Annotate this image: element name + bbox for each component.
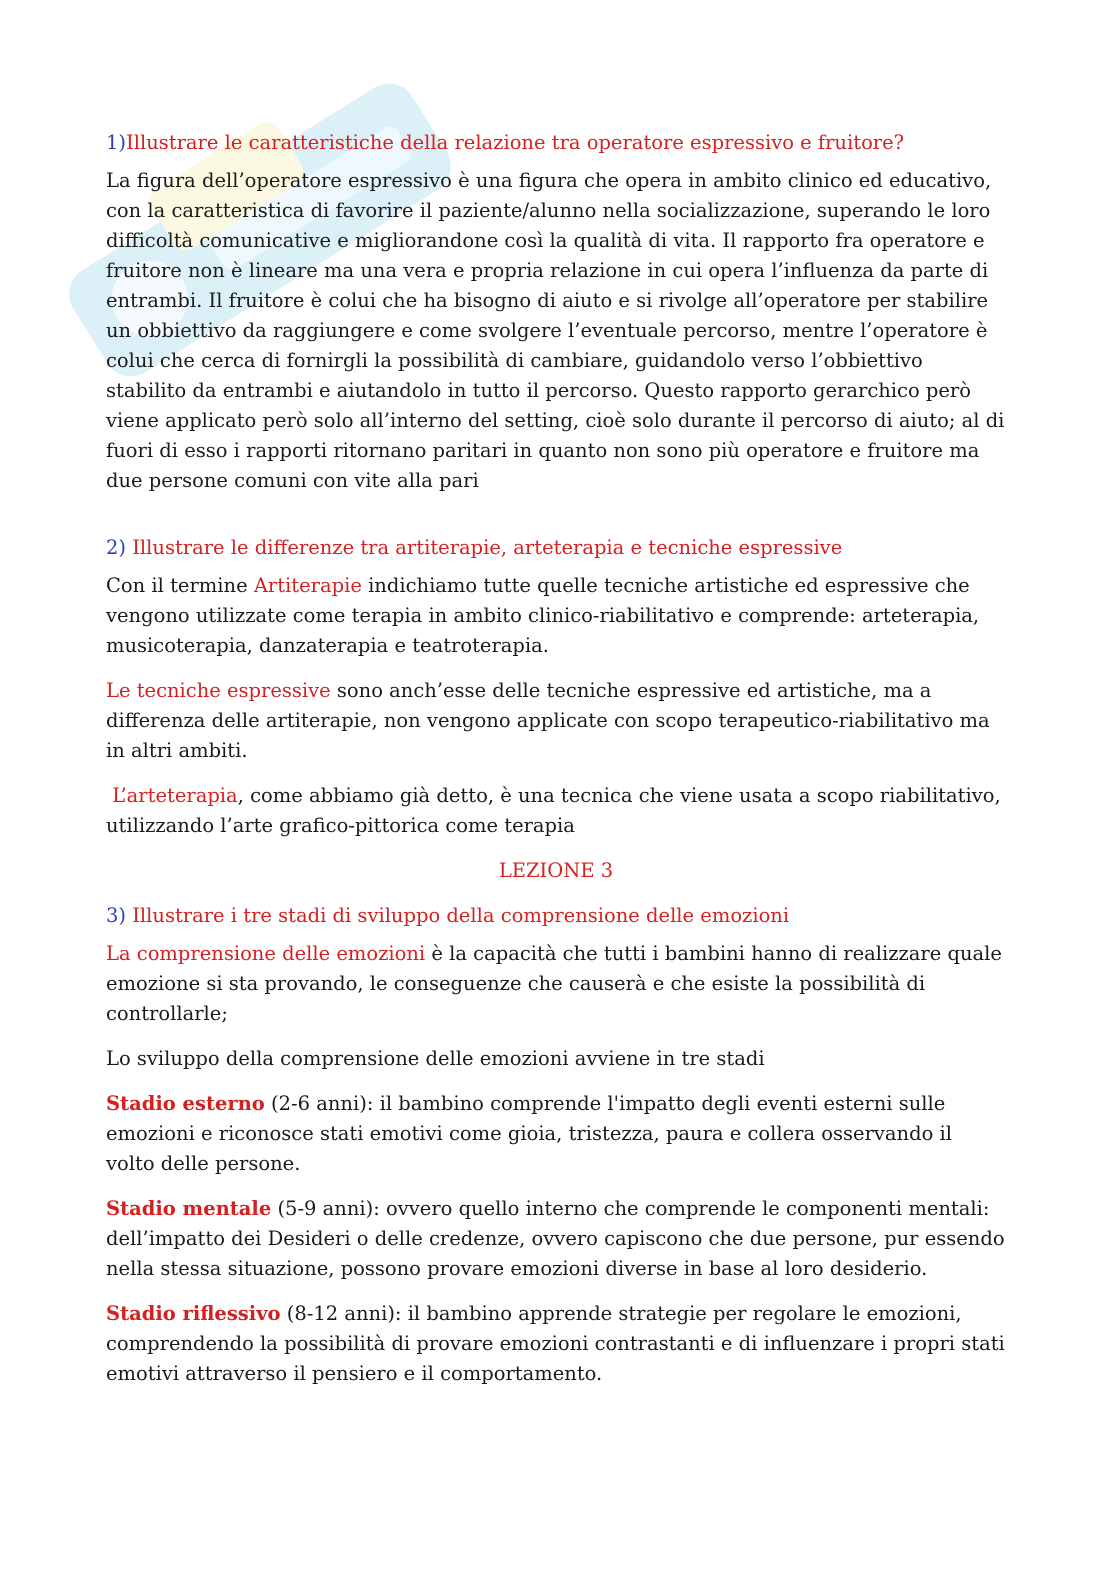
term-tecniche-espressive: Le tecniche espressive <box>106 679 331 702</box>
stage-name: Stadio esterno <box>106 1092 265 1115</box>
question-1-text: Illustrare le caratteristiche della relazione tra operatore espressivo e fruitore? <box>126 131 905 154</box>
question-3-number: 3) <box>106 904 127 927</box>
term-arteterapia: L’arteterapia <box>112 784 238 807</box>
answer-3-paragraph-2: Lo sviluppo della comprensione delle emozioni avviene in tre stadi <box>106 1047 765 1070</box>
lesson-heading: LEZIONE 3 <box>498 859 614 882</box>
answer-2-paragraph-1: Con il termine Artiterapie indichiamo tutte quelle tecniche artistiche ed espressive che vengono utilizzate come terapia in ambito clinico-riabilitativo e comprende: arteterapia, musicoterapia, danzaterapia e teatroterapia. <box>106 574 980 657</box>
term-artiterapie: Artiterapie <box>253 574 362 597</box>
answer-3-paragraph-1: La comprensione delle emozioni è la capacità che tutti i bambini hanno di realizzare quale emozione si sta provando, le conseguenze che causerà e che esiste la possibilità di controllarle; <box>106 942 1002 1025</box>
term-comprensione-emozioni: La comprensione delle emozioni <box>106 942 426 965</box>
question-2 <box>106 533 1006 563</box>
answer-2-paragraph-3: L’arteterapia, come abbiamo già detto, è una tecnica che viene usata a scopo riabilitativo, utilizzando l’arte grafico-pittorica come terapia <box>106 784 1001 837</box>
answer-1: La figura dell’operatore espressivo è una figura che opera in ambito clinico ed educativo, con la caratteristica di favorire il paziente/alunno nella socializzazione, superando le loro difficoltà comunicative e migliorandone così la qualità di vita. Il rapporto fra operatore e fruitore non è lineare ma una vera e propria relazione in cui opera l’influenza da parte di entrambi. Il fruitore è colui che ha bisogno di aiuto e si rivolge all’operatore per stabilire un obbiettivo da raggiungere e come svolgere l’eventuale percorso, mentre l’operatore è colui che cerca di fornirgli la possibilità di cambiare, guidandolo verso l’obbiettivo stabilito da entrambi e aiutandolo in tutto il percorso. Questo rapporto gerarchico però viene applicato però solo all’interno del setting, cioè solo durante il percorso di aiuto; al di fuori di esso i rapporti ritornano paritari in quanto non sono più operatore e fruitore ma due persone comuni con vite alla pari <box>106 169 1005 492</box>
stage-esterno: Stadio esterno (2-6 anni): il bambino comprende l'impatto degli eventi esterni sulle emozioni e riconosce stati emotivi come gioia, tristezza, paura e collera osservando il volto delle persone. <box>106 1092 953 1175</box>
question-2-number: 2) <box>106 536 127 559</box>
question-1 <box>106 128 1006 158</box>
stage-name: Stadio mentale <box>106 1197 272 1220</box>
stage-mentale: Stadio mentale (5-9 anni): ovvero quello interno che comprende le componenti mentali: dell’impatto dei Desideri o delle credenze, ovvero capiscono che due persone, pur essendo nella stessa situazione, possono provare emozioni diverse in base al loro desiderio. <box>106 1197 1005 1280</box>
stage-name: Stadio riflessivo <box>106 1302 281 1325</box>
stage-riflessivo: Stadio riflessivo (8-12 anni): il bambino apprende strategie per regolare le emozioni, comprendendo la possibilità di provare emozioni contrastanti e di influenzare i propri stati emotivi attraverso il pensiero e il comportamento. <box>106 1302 1005 1385</box>
question-3-text: Illustrare i tre stadi di sviluppo della comprensione delle emozioni <box>126 904 790 927</box>
question-1-number: 1) <box>106 131 127 154</box>
document-page <box>106 128 1006 1404</box>
question-2-text: Illustrare le differenze tra artiterapie, arteterapia e tecniche espressive <box>126 536 843 559</box>
question-3 <box>106 901 1006 931</box>
answer-2-paragraph-2: Le tecniche espressive sono anch’esse delle tecniche espressive ed artistiche, ma a differenza delle artiterapie, non vengono applicate con scopo terapeutico-riabilitativo ma in altri ambiti. <box>106 679 990 762</box>
